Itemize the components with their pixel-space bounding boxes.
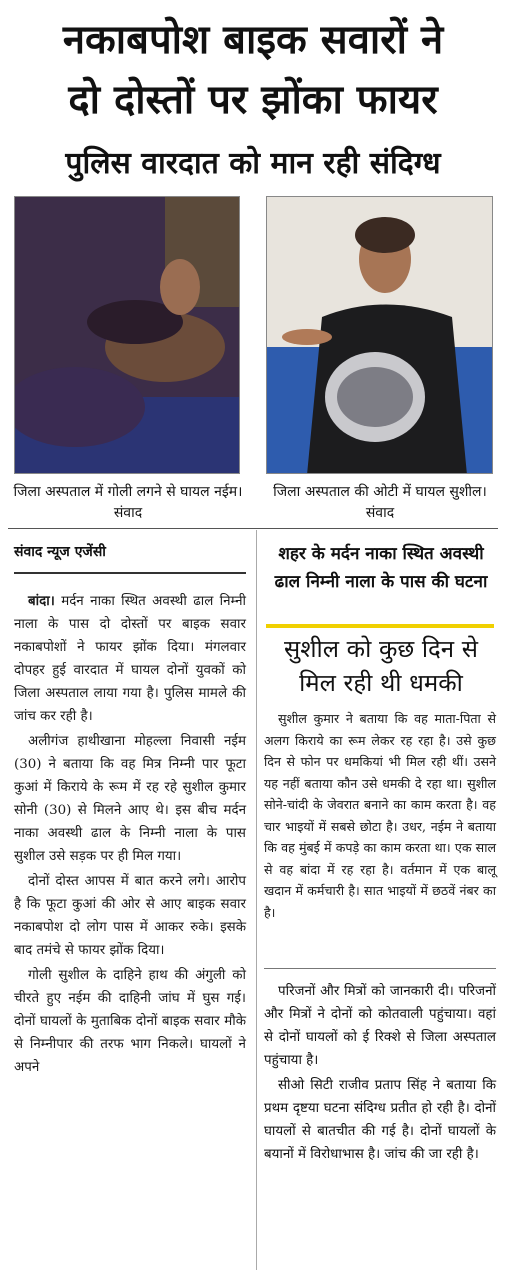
accent-bar: [266, 624, 494, 628]
article-right-paragraph-2: परिजनों और मित्रों को जानकारी दी। परिजनों और मित्रों ने दोनों को कोतवाली पहुंचाया। वहां से दोनों घायलों को ई रिक्शे से जिला अस्पताल पहुंचाया है।: [264, 984, 496, 1068]
byline: संवाद न्यूज एजेंसी: [14, 544, 106, 560]
photo-injured-sushil: [266, 196, 493, 474]
photo-caption-left: जिला अस्पताल में गोली लगने से घायल नईम। संवाद: [13, 484, 243, 521]
article-left-column: [14, 590, 246, 1081]
headline-line-2: दो दोस्तों पर झोंका फायर: [68, 77, 438, 123]
side-headline: सुशील को कुछ दिन से मिल रही थी धमकी: [284, 635, 478, 697]
article-paragraph-2: अलीगंज हाथीखाना मोहल्ला निवासी नईम (30) ने बताया कि वह मित्र निम्नी पार फूटा कुआं में किराये के रूम में रह रहे सुशील कुमार सोनी (30) से मिलने आए थे। इस बीच मर्दन नाका अवस्थी ढाल के निम्नी नाला के पास सुशील उसे सड़क पर ही मिल गया।: [14, 734, 246, 864]
photo-sushil-illustration: [267, 197, 493, 474]
article-paragraph-3: दोनों दोस्त आपस में बात करने लगे। आरोप है कि फूटा कुआं की ओर से आए बाइक सवार नकाबपोश दो लोग पास में आकर रुके। इसके बाद तमंचे से फायर झोंक दिया।: [14, 874, 246, 958]
article-right-paragraph-1: सुशील कुमार ने बताया कि वह माता-पिता से अलग किराये का रूम लेकर रह रहा है। उसे कुछ दिन से फोन पर धमकियां भी मिल रही थीं। उसने यह नहीं बताया कौन उसे धमकी दे रहा था। सुशील सोने-चांदी के जेवरात बनाने का काम करता है। वह चार भाइयों में सबसे छोटा है। उधर, नईम ने बताया कि वह मुंबई में कपड़े का काम करता था। एक साल से वह बांदा में रह रहा है। वर्तमान में एक बालू खदान में कर्मचारी है। सात भाइयों में छठवें नंबर का है।: [264, 711, 496, 920]
photo-caption-right: जिला अस्पताल की ओटी में घायल सुशील। संवाद: [273, 484, 487, 521]
section-divider: [8, 528, 498, 529]
headline-line-1: नकाबपोश बाइक सवारों ने: [62, 17, 444, 63]
article-right-column: [264, 708, 496, 925]
sub-headline: शहर के मर्दन नाका स्थित अवस्थी ढाल निम्नी नाला के पास की घटना: [274, 544, 488, 592]
photo-naeem-illustration: [15, 197, 240, 474]
article-paragraph-4: गोली सुशील के दाहिने हाथ की अंगुली को चीरते हुए नईम की दाहिनी जांघ में घुस गई। दोनों घायलों के मुताबिक दोनों बाइक सवार मौके से निम्नीपार की तरफ भाग निकले। घायलों ने अपने: [14, 968, 246, 1075]
headline-subtitle: पुलिस वारदात को मान रही संदिग्ध: [65, 146, 441, 181]
article-paragraph-1: मर्दन नाका स्थित अवस्थी ढाल निम्नी नाला के पास दो दोस्तों पर बाइक सवार नकाबपोशों ने फायर झोंक दिया। मंगलवार दोपहर हुई वारदात में घायल दोनों युवकों को जिला अस्पताल लाया गया है। पुलिस मामले की जांच कर रही है।: [14, 594, 246, 724]
dateline: बांदा।: [28, 593, 55, 609]
photo-injured-naeem: [14, 196, 240, 474]
article-right-column-lower: [264, 980, 496, 1168]
right-column-divider: [264, 968, 496, 969]
byline-underline: [14, 572, 246, 574]
column-divider: [256, 530, 257, 1270]
article-right-paragraph-3: सीओ सिटी राजीव प्रताप सिंह ने बताया कि प्रथम दृष्टया घटना संदिग्ध प्रतीत हो रही है। दोनों घायलों से बातचीत की गई है। दोनों घायलों के बयानों में विरोधाभास है। जांच की जा रही है।: [264, 1078, 496, 1162]
